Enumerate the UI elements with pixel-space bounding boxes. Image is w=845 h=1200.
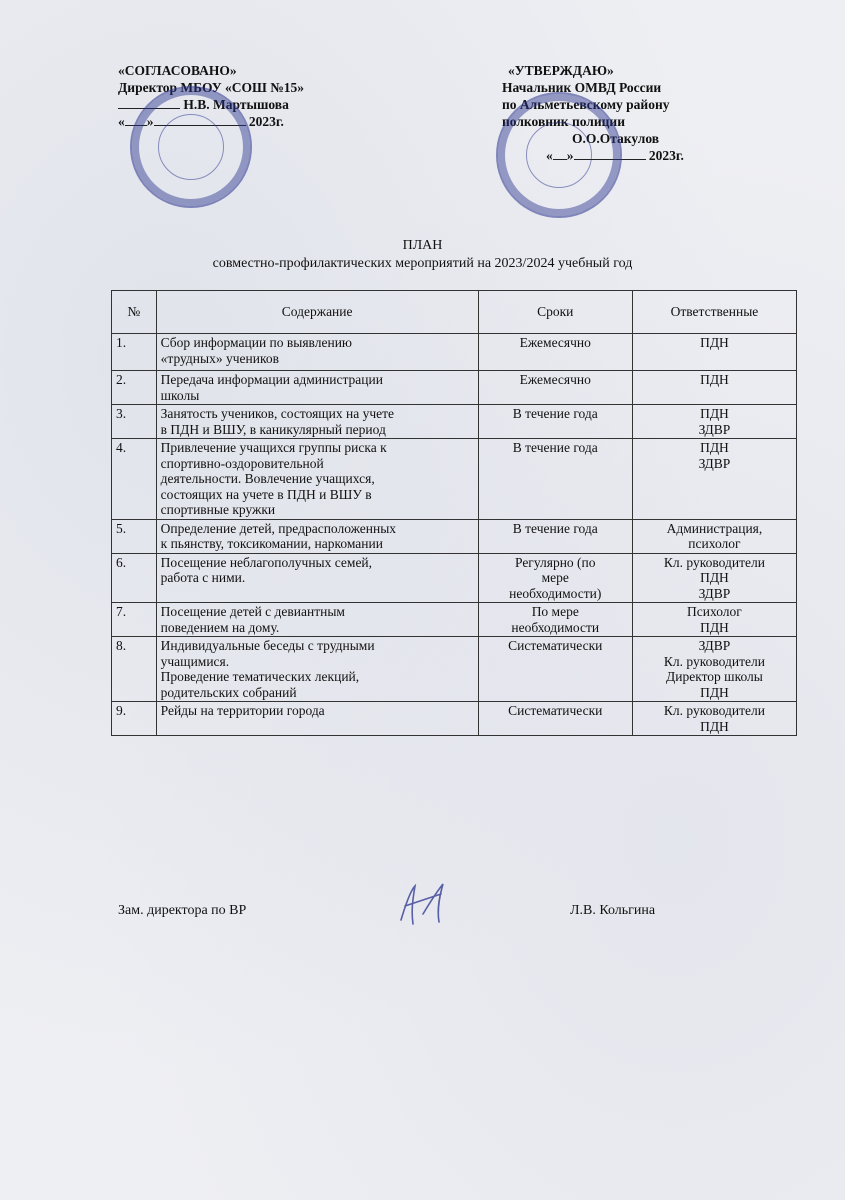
table-row [112, 439, 797, 520]
table-body [112, 334, 797, 736]
row-responsible: ПДН [632, 334, 796, 371]
row-number: 7. [112, 603, 157, 637]
row-content: Определение детей, предрасположенных к пьянству, токсикомании, наркомании [156, 519, 478, 553]
deputy-name: Л.В. Кольгина [570, 903, 656, 918]
row-terms: Систематически [478, 702, 632, 736]
row-content: Посещение неблагополучных семей, работа с ними. [156, 553, 478, 603]
row-number: 1. [112, 334, 157, 371]
chief-name: О.О.Отакулов [572, 131, 660, 146]
row-content: Индивидуальные беседы с трудными учащимися. Проведение тематических лекций, родительских собраний [156, 637, 478, 702]
header-content: Содержание [156, 291, 478, 334]
row-content: Рейды на территории города [156, 702, 478, 736]
row-content: Сбор информации по выявлению «трудных» учеников [156, 334, 478, 371]
row-responsible: Кл. руководители ПДН ЗДВР [632, 553, 796, 603]
row-terms: В течение года [478, 439, 632, 520]
row-terms: Ежемесячно [478, 371, 632, 405]
row-content: Привлечение учащихся группы риска к спортивно-оздоровительной деятельности. Вовлечение учащихся, состоящих на учете в ПДН и ВШУ в спортивные кружки [156, 439, 478, 520]
row-terms: По мере необходимости [478, 603, 632, 637]
row-terms: Регулярно (по мере необходимости) [478, 553, 632, 603]
deputy-position: Зам. директора по ВР [118, 903, 247, 918]
row-responsible: Кл. руководители ПДН [632, 702, 796, 736]
row-terms: Систематически [478, 637, 632, 702]
row-number: 5. [112, 519, 157, 553]
row-number: 9. [112, 702, 157, 736]
header-number: № [112, 291, 157, 334]
row-number: 3. [112, 405, 157, 439]
row-terms: Ежемесячно [478, 334, 632, 371]
table-row [112, 334, 797, 371]
row-responsible: ЗДВР Кл. руководители Директор школы ПДН [632, 637, 796, 702]
table-row [112, 371, 797, 405]
plan-title: ПЛАН [402, 238, 443, 253]
school-stamp-icon [130, 86, 252, 208]
date-line-right: « » 2023г. [546, 148, 684, 163]
header-responsible: Ответственные [632, 291, 796, 334]
date-line-left: « » 2023г. [118, 114, 284, 129]
approve-label: «УТВЕРЖДАЮ» [508, 63, 614, 78]
handwritten-signature-icon [393, 880, 459, 930]
row-responsible: Психолог ПДН [632, 603, 796, 637]
row-number: 4. [112, 439, 157, 520]
row-content: Передача информации администрации школы [156, 371, 478, 405]
row-terms: В течение года [478, 405, 632, 439]
police-seal-icon [496, 92, 622, 218]
director-title: Директор МБОУ «СОШ №15» [118, 80, 305, 95]
table-row [112, 637, 797, 702]
chief-district: по Альметьевскому району [502, 97, 670, 112]
header-terms: Сроки [478, 291, 632, 334]
table-row [112, 603, 797, 637]
row-responsible: ПДН ЗДВР [632, 439, 796, 520]
agreed-label: «СОГЛАСОВАНО» [118, 63, 237, 78]
table-row [112, 553, 797, 603]
row-responsible: ПДН [632, 371, 796, 405]
director-name: Н.В. Мартышова [183, 97, 289, 112]
table-row [112, 519, 797, 553]
row-number: 8. [112, 637, 157, 702]
table-header-row [112, 291, 797, 334]
row-terms: В течение года [478, 519, 632, 553]
plan-subtitle: совместно-профилактических мероприятий на 2023/2024 учебный год [212, 256, 633, 271]
row-responsible: Администрация, психолог [632, 519, 796, 553]
row-content: Посещение детей с девиантным поведением на дому. [156, 603, 478, 637]
table-row [112, 405, 797, 439]
plan-table [111, 290, 797, 736]
chief-rank: полковник полиции [502, 114, 625, 129]
row-responsible: ПДН ЗДВР [632, 405, 796, 439]
row-content: Занятость учеников, состоящих на учете в ПДН и ВШУ, в каникулярный период [156, 405, 478, 439]
table-row [112, 702, 797, 736]
chief-title: Начальник ОМВД России [502, 80, 662, 95]
row-number: 2. [112, 371, 157, 405]
row-number: 6. [112, 553, 157, 603]
